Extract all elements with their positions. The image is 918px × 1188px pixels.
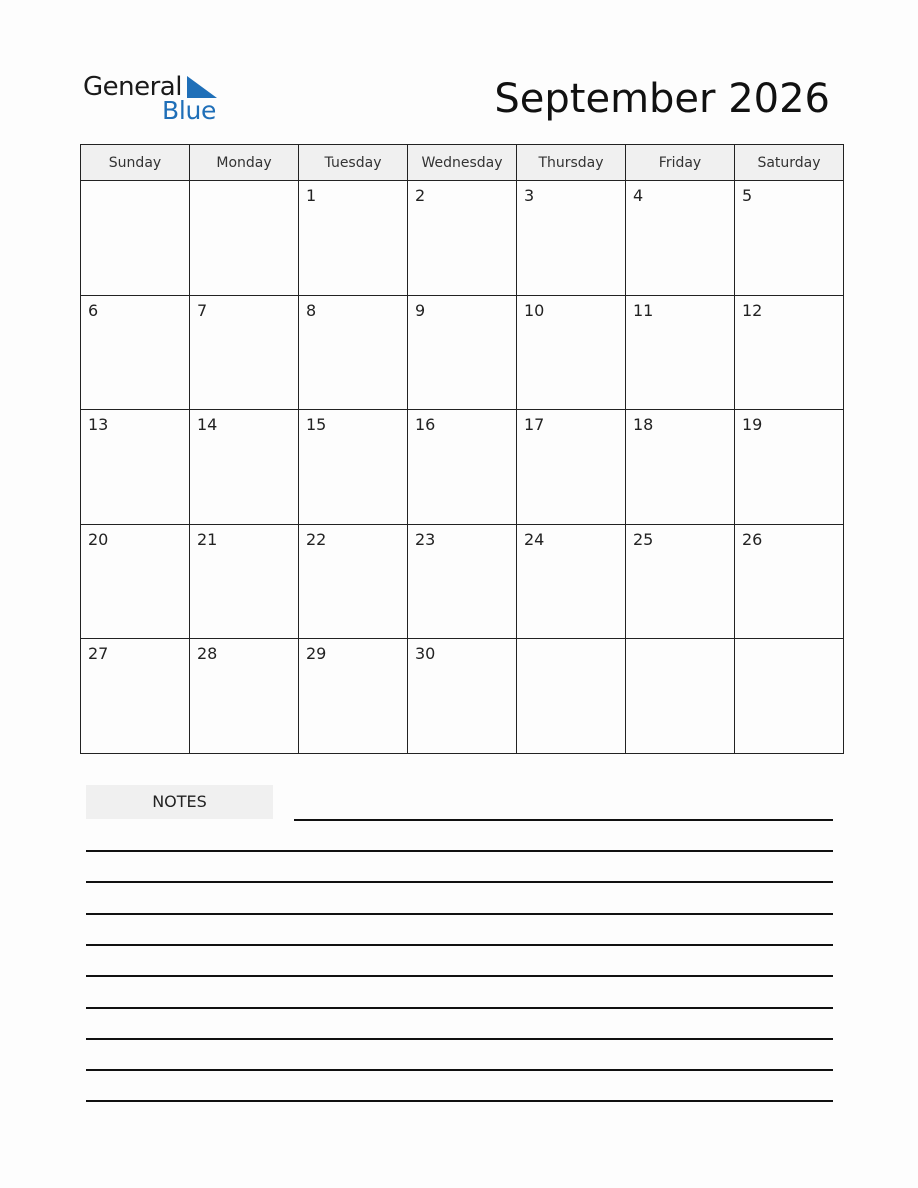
day-cell	[299, 410, 408, 525]
day-number: 1	[306, 186, 317, 205]
day-cell	[626, 410, 735, 525]
day-cell	[408, 639, 517, 754]
week-row	[81, 524, 844, 639]
weekday-monday: Monday	[190, 145, 299, 181]
weekday-sunday: Sunday	[81, 145, 190, 181]
day-number: 20	[88, 529, 109, 549]
calendar-grid	[80, 144, 844, 754]
day-cell	[735, 295, 844, 410]
day-number: 9	[415, 300, 426, 320]
day-cell	[190, 524, 299, 639]
notes-line	[86, 975, 833, 977]
day-cell	[81, 295, 190, 410]
logo-text-general: General	[83, 72, 182, 102]
page-title: September 2026	[494, 76, 830, 122]
day-cell	[81, 410, 190, 525]
day-number: 24	[524, 529, 545, 549]
week-row	[81, 639, 844, 754]
day-number: 12	[742, 300, 763, 320]
day-number	[190, 181, 298, 186]
day-number: 26	[742, 529, 763, 549]
day-cell	[626, 639, 735, 754]
day-cell	[299, 295, 408, 410]
day-cell	[517, 524, 626, 639]
day-number: 5	[742, 186, 753, 205]
day-cell	[517, 181, 626, 296]
day-number: 10	[524, 300, 545, 320]
day-number: 16	[415, 415, 436, 435]
day-cell	[626, 524, 735, 639]
day-cell	[299, 639, 408, 754]
day-number: 7	[197, 300, 208, 320]
day-number: 28	[197, 644, 218, 664]
day-cell	[626, 295, 735, 410]
day-cell	[190, 410, 299, 525]
day-number: 29	[306, 644, 327, 664]
day-number	[626, 639, 734, 644]
day-cell	[299, 524, 408, 639]
day-cell	[408, 181, 517, 296]
day-cell	[81, 524, 190, 639]
day-cell	[81, 639, 190, 754]
notes-line	[86, 1069, 833, 1071]
day-number	[517, 639, 625, 644]
day-cell	[190, 181, 299, 296]
logo-triangle-icon	[187, 76, 217, 98]
day-number: 23	[415, 529, 436, 549]
notes-label: NOTES	[86, 785, 273, 819]
day-cell	[735, 524, 844, 639]
day-cell	[190, 295, 299, 410]
weekday-friday: Friday	[626, 145, 735, 181]
weekday-saturday: Saturday	[735, 145, 844, 181]
day-cell	[517, 410, 626, 525]
day-cell	[626, 181, 735, 296]
day-cell	[735, 181, 844, 296]
day-number: 19	[742, 415, 763, 435]
day-number: 21	[197, 529, 218, 549]
notes-line	[86, 944, 833, 946]
day-number: 3	[524, 186, 535, 205]
day-number: 8	[306, 300, 317, 320]
day-cell	[299, 181, 408, 296]
notes-line	[294, 819, 833, 821]
day-number: 25	[633, 529, 654, 549]
weekday-header-row	[81, 145, 844, 181]
week-row	[81, 295, 844, 410]
day-number: 30	[415, 644, 436, 664]
day-number: 22	[306, 529, 327, 549]
day-number	[81, 181, 189, 186]
day-number	[735, 639, 843, 644]
day-number: 14	[197, 415, 218, 435]
day-number: 2	[415, 186, 426, 205]
notes-line	[86, 1100, 833, 1102]
day-number: 4	[633, 186, 644, 205]
weekday-wednesday: Wednesday	[408, 145, 517, 181]
day-cell	[517, 639, 626, 754]
weekday-thursday: Thursday	[517, 145, 626, 181]
notes-line	[86, 850, 833, 852]
day-cell	[81, 181, 190, 296]
day-number: 6	[88, 300, 99, 320]
weekday-tuesday: Tuesday	[299, 145, 408, 181]
day-number: 11	[633, 300, 654, 320]
notes-line	[86, 1007, 833, 1009]
day-cell	[190, 639, 299, 754]
logo-text-blue: Blue	[162, 96, 217, 125]
notes-line	[86, 913, 833, 915]
day-number: 15	[306, 415, 327, 435]
notes-line	[86, 881, 833, 883]
week-row	[81, 181, 844, 296]
week-row	[81, 410, 844, 525]
day-number: 17	[524, 415, 545, 435]
day-number: 27	[88, 644, 109, 664]
day-cell	[735, 410, 844, 525]
notes-line	[86, 1038, 833, 1040]
day-cell	[408, 410, 517, 525]
day-cell	[517, 295, 626, 410]
general-blue-logo	[83, 70, 223, 126]
day-number: 18	[633, 415, 654, 435]
day-cell	[408, 295, 517, 410]
day-cell	[408, 524, 517, 639]
day-cell	[735, 639, 844, 754]
day-number: 13	[88, 415, 109, 435]
